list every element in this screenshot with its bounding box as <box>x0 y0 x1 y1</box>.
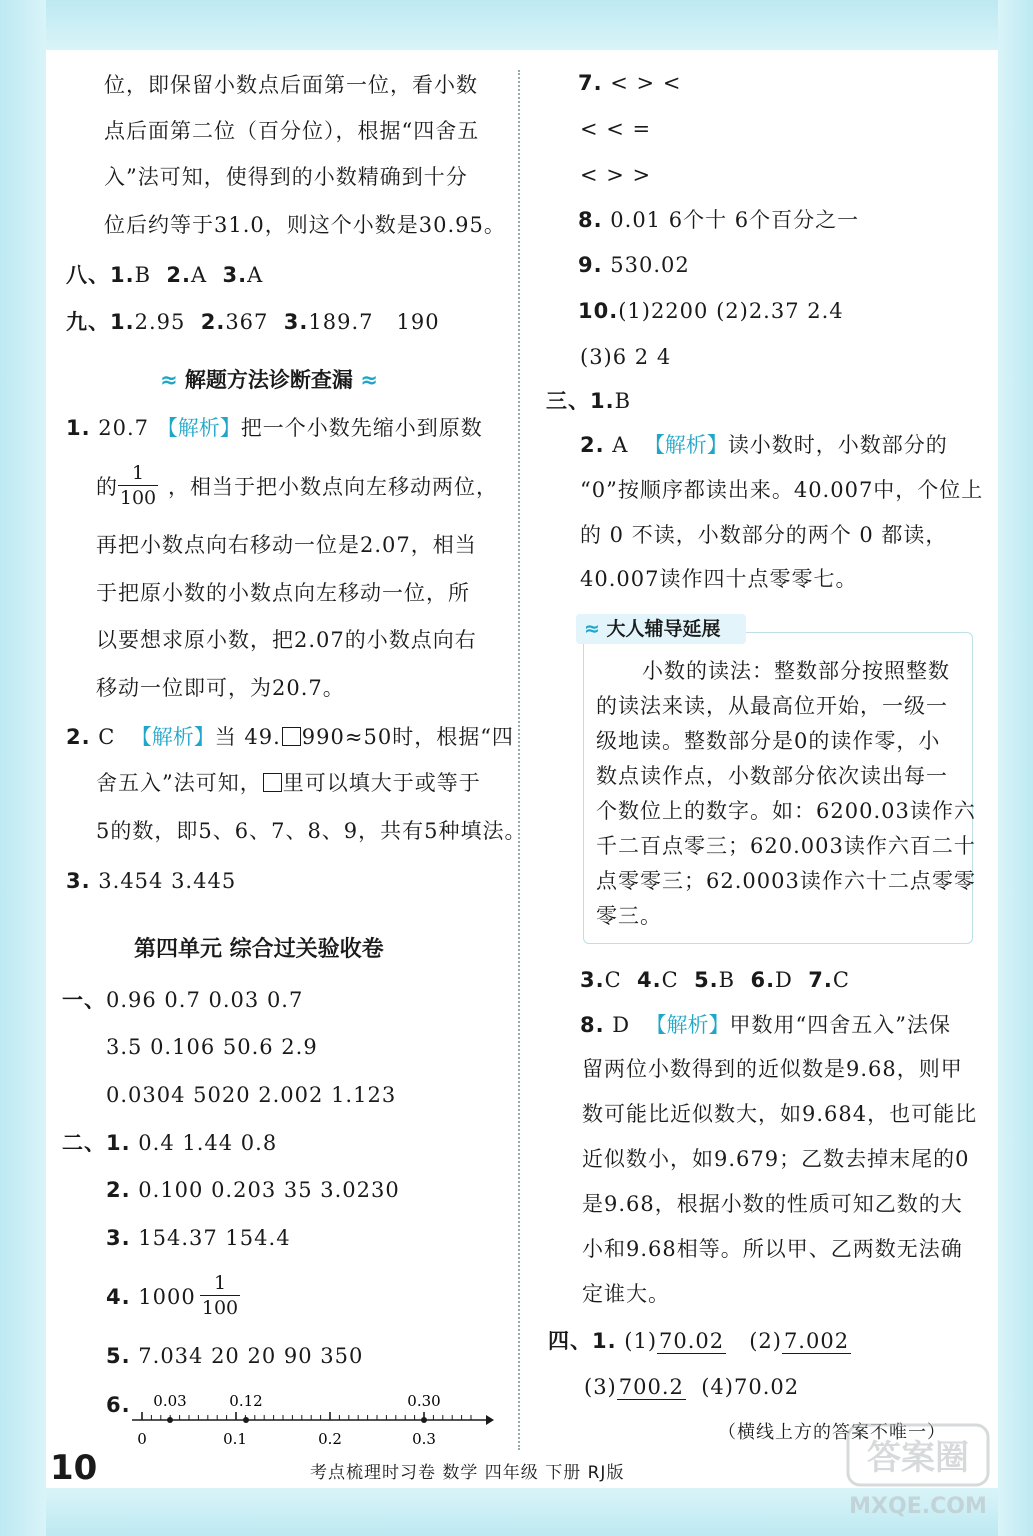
method-2-line-3: 5的数，即5、6、7、8、9，共有5种填法。 <box>96 819 527 843</box>
section-3-item-8-line-2: 留两位小数得到的近似数是9.68，则甲 <box>582 1057 963 1081</box>
left-para-line-3: 入”法可知，使得到的小数精确到十分 <box>104 165 468 189</box>
tip-line-3: 级地读。整数部分是0的读作零，小 <box>596 729 941 753</box>
watermark-logo <box>838 1415 998 1525</box>
left-para-line-1: 位，即保留小数点后面第一位，看小数 <box>104 73 478 97</box>
section-3-item-2-line-4: 40.007读作四十点零零七。 <box>580 567 858 591</box>
item-9: 9. 530.02 <box>578 253 690 277</box>
tip-heading: ≈ 大人辅导延展 <box>584 618 721 640</box>
method-3-answer: 3. 3.454 3.445 <box>66 869 237 893</box>
method-1-line-2: 的 ，相当于把小数点向左移动两位， <box>96 475 498 499</box>
section-2-item-2: 2. 0.100 0.203 35 3.0230 <box>106 1178 400 1202</box>
section-3-item-2-line-2: “0”按顺序都读出来。40.007中，个位上 <box>580 478 984 502</box>
section-2-item-4: 4. 1000 <box>106 1285 196 1309</box>
tip-line-8: 零三。 <box>596 904 662 928</box>
item-8: 8. 0.01 6个十 6个百分之一 <box>578 208 860 232</box>
page-number: 10 <box>50 1448 98 1488</box>
method-1-line-3: 再把小数点向右移动一位是2.07，相当 <box>96 533 477 557</box>
item-10-row-2: (3)6 2 4 <box>580 345 672 369</box>
section-3-item-1: 三、1.B <box>546 389 632 413</box>
label-0.1: 0.1 <box>223 1430 247 1448</box>
wave-icon: ≈ <box>360 368 378 392</box>
section-4-note: （横线上方的答案不唯一） <box>718 1422 946 1443</box>
section-1-row-2: 3.5 0.106 50.6 2.9 <box>106 1035 318 1059</box>
method-2-line-2: 舍五入”法可知， 里可以填大于或等于 <box>96 771 481 795</box>
method-1-line-6: 移动一位即可，为20.7。 <box>96 676 345 700</box>
point-0.12 <box>243 1417 249 1423</box>
label-0.03: 0.03 <box>153 1392 187 1410</box>
section-3-item-8-line-7: 定谁大。 <box>582 1282 670 1306</box>
tip-line-4: 数点读作点，小数部分依次读出每一 <box>596 764 948 788</box>
item-7-row-3: < > > <box>580 163 652 187</box>
unit-title: 第四单元 综合过关验收卷 <box>134 937 384 962</box>
label-0.30: 0.30 <box>407 1392 441 1410</box>
tip-line-6: 千二百点零三；620.003读作六百二十 <box>596 834 976 858</box>
method-2-line-1: 2. C 【解析】当 49. 990≈50时，根据“四 <box>66 725 514 749</box>
section-3-item-2-line-1: 2. A 【解析】读小数时，小数部分的 <box>580 433 948 457</box>
wave-icon: ≈ <box>584 618 600 640</box>
section-3-item-8-line-4: 近似数小，如9.679；乙数去掉末尾的0 <box>582 1147 970 1171</box>
section-2-item-1: 二、1. 0.4 1.44 0.8 <box>62 1131 278 1155</box>
tip-line-5: 个数位上的数字。如：6200.03读作六 <box>596 799 976 823</box>
tip-line-7: 点零零三；62.0003读作六十二点零零 <box>596 869 976 893</box>
section-3-item-8-line-3: 数可能比近似数大，如9.684，也可能比 <box>582 1102 978 1126</box>
number-line-arrow <box>486 1415 494 1425</box>
label-0.2: 0.2 <box>318 1430 342 1448</box>
page-frame-top <box>0 0 1033 50</box>
method-1-line-1: 1. 20.7 【解析】把一个小数先缩小到原数 <box>66 416 483 440</box>
tip-line-2: 的读法来读，从最高位开始，一级一 <box>596 694 948 718</box>
section-4-line-2: (3)700.2 (4)70.02 <box>584 1375 800 1399</box>
left-para-line-2: 点后面第二位（百分位），根据“四舍五 <box>104 119 480 143</box>
section-2-item-6-label: 6. <box>106 1393 131 1417</box>
method-1-line-5: 以要想求原小数，把2.07的小数点向右 <box>96 628 477 652</box>
section-3-item-8-line-6: 小和9.68相等。所以甲、乙两数无法确 <box>582 1237 963 1261</box>
section-3-item-8-line-5: 是9.68，根据小数的性质可知乙数的大 <box>582 1192 963 1216</box>
point-0.30 <box>421 1417 427 1423</box>
fraction-one-hundredth: 1 100 <box>119 462 157 509</box>
section-4-line-1: 四、1. (1)70.02 (2)7.002 <box>548 1329 850 1353</box>
section-9-answers: 九、1.2.95 2.367 3.189.7 190 <box>66 310 440 334</box>
point-0.03 <box>167 1417 173 1423</box>
section-3-item-2-line-3: 的 0 不读，小数部分的两个 0 都读， <box>580 523 948 547</box>
left-para-line-4: 位后约等于31.0，则这个小数是30.95。 <box>104 213 506 237</box>
wave-icon: ≈ <box>160 368 178 392</box>
section-2-item-5: 5. 7.034 20 20 90 350 <box>106 1344 364 1368</box>
item-7-row-2: < < = <box>580 117 652 141</box>
page-frame-left <box>0 0 46 1536</box>
label-0.12: 0.12 <box>229 1392 263 1410</box>
section-2-item-3: 3. 154.37 154.4 <box>106 1226 291 1250</box>
section-1-row-1: 一、0.96 0.7 0.03 0.7 <box>62 988 304 1012</box>
item-10-row-1: 10.(1)2200 (2)2.37 2.4 <box>578 299 844 323</box>
fraction-one-hundredth-2: 1 100 <box>201 1272 239 1319</box>
tip-line-1: 小数的读法：整数部分按照整数 <box>642 659 950 683</box>
section-1-row-3: 0.0304 5020 2.002 1.123 <box>106 1083 397 1107</box>
blank-box <box>282 727 301 746</box>
label-0: 0 <box>137 1430 147 1448</box>
method-heading: ≈ 解题方法诊断查漏 ≈ <box>160 368 378 392</box>
section-3-item-8-line-1: 8. D 【解析】甲数用“四舍五入”法保 <box>580 1013 951 1037</box>
svg-text:MXQE.COM: MXQE.COM <box>849 1494 987 1519</box>
column-divider <box>518 70 520 1450</box>
blank-box <box>263 773 282 792</box>
footer-text: 考点梳理时习卷 数学 四年级 下册 RJ版 <box>310 1463 625 1483</box>
page-frame-right <box>998 0 1033 1536</box>
number-line <box>128 1380 498 1450</box>
svg-text:答案圈: 答案圈 <box>867 1438 969 1478</box>
section-3-items-3-to-7: 3.C 4.C 5.B 6.D 7.C <box>580 968 850 992</box>
item-7-row-1: 7. < > < <box>578 71 682 95</box>
section-8-answers: 八、1.B 2.A 3.A <box>66 263 264 287</box>
label-0.3: 0.3 <box>412 1430 436 1448</box>
method-1-line-4: 于把原小数的小数点向左移动一位，所 <box>96 581 470 605</box>
